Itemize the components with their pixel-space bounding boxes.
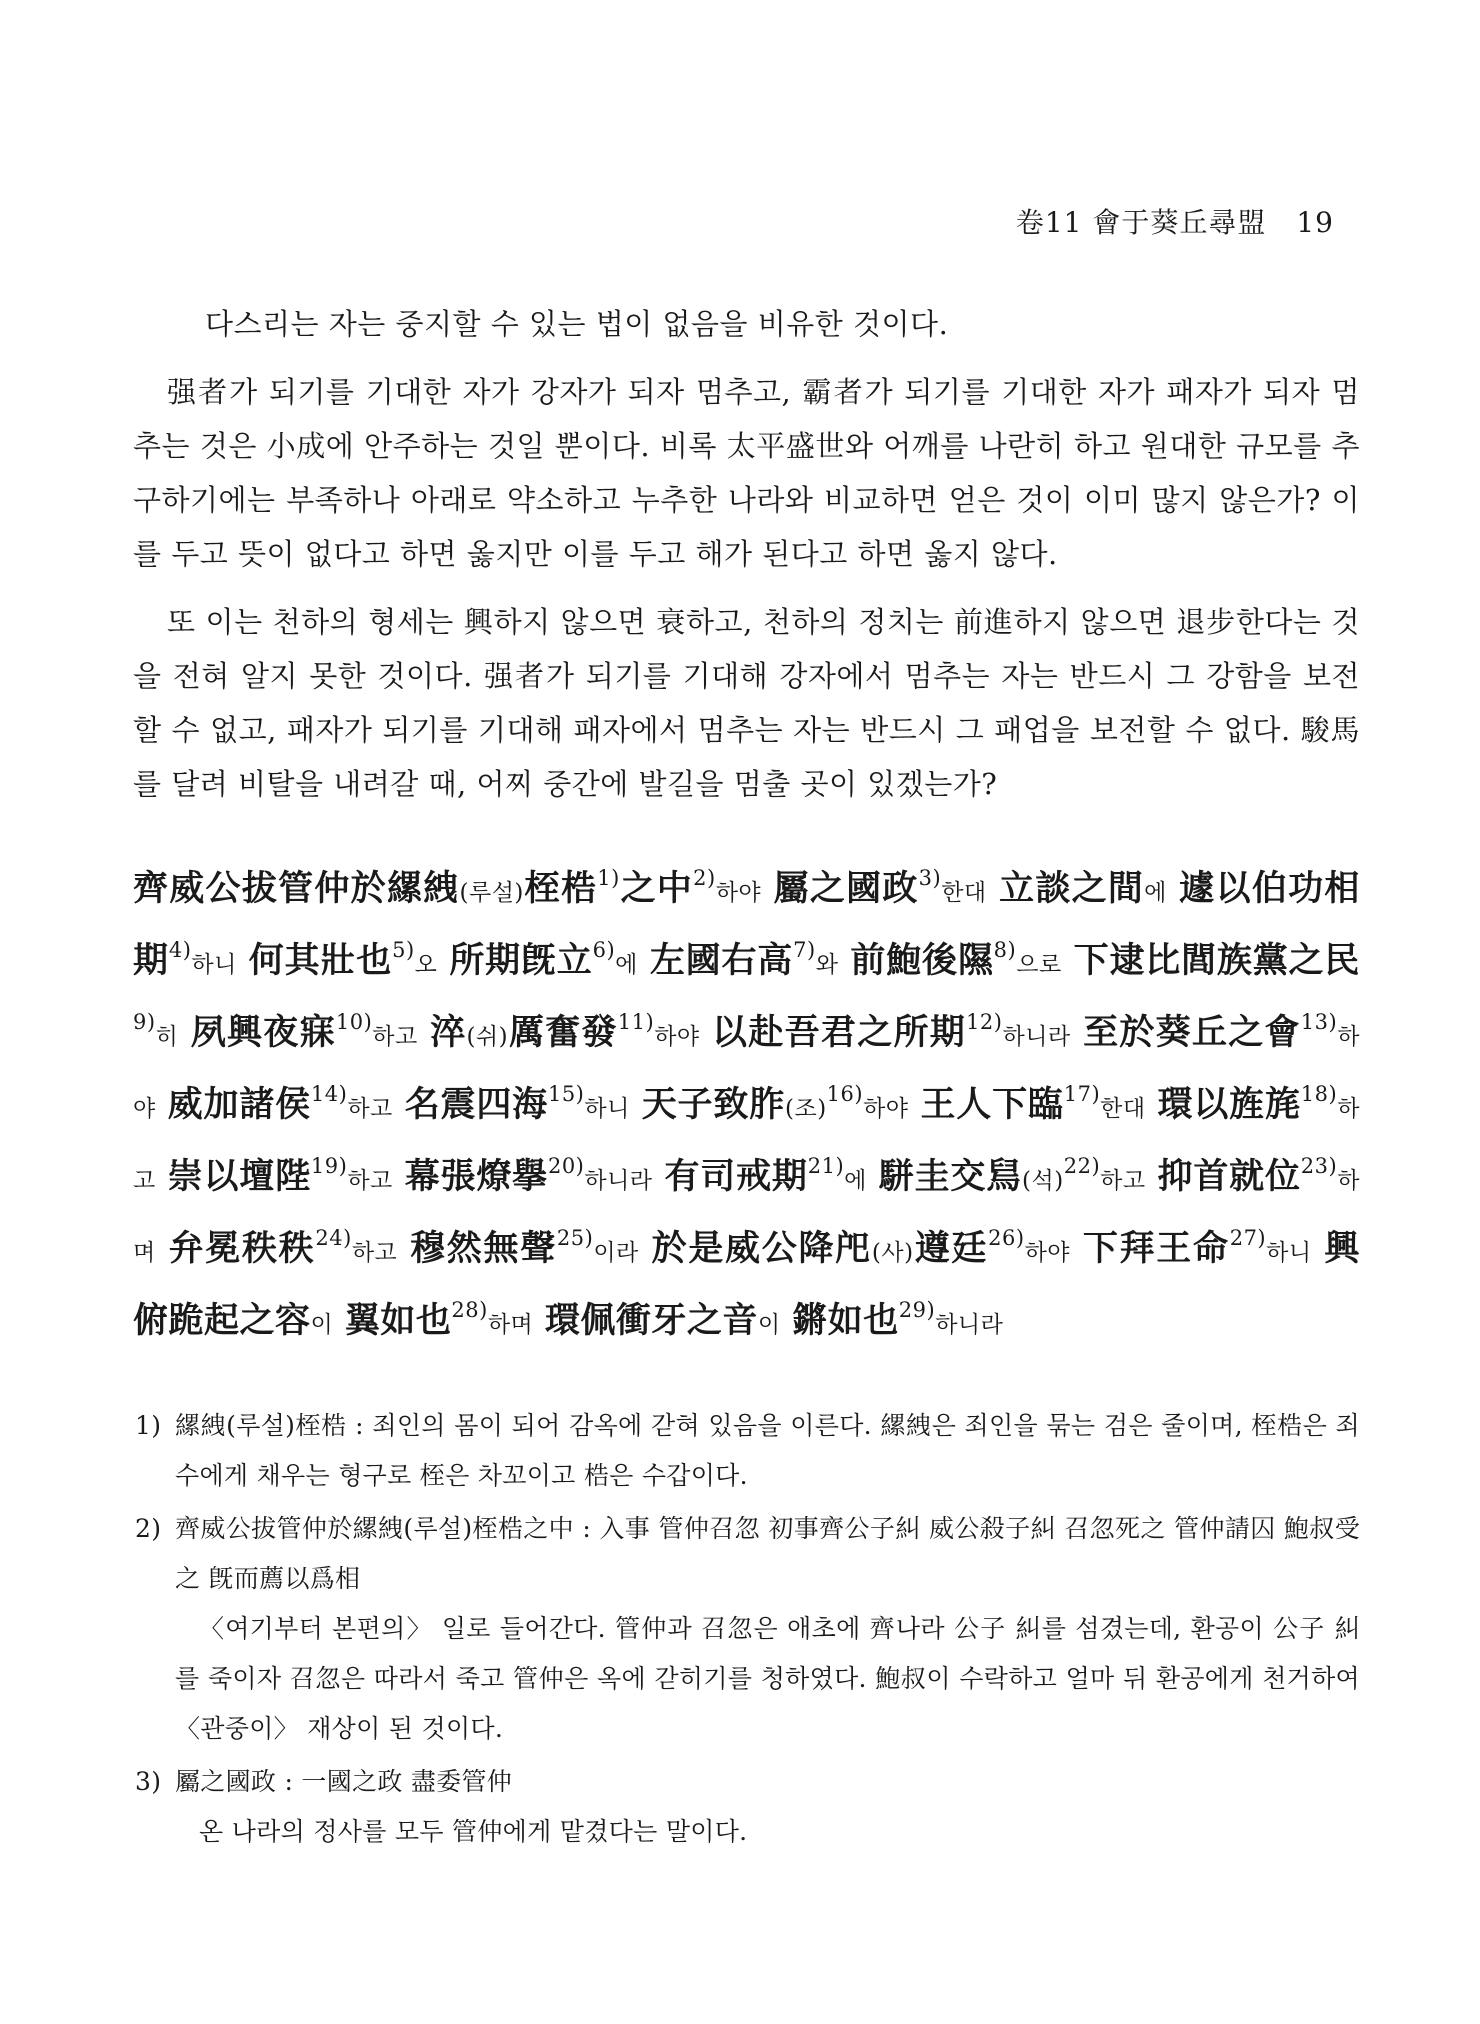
classical-text: 翼如也 (344, 1300, 452, 1341)
classical-text: 左國右高 (649, 940, 794, 981)
classical-text: 前鮑後隰 (850, 940, 994, 981)
page-number: 19 (1296, 206, 1334, 239)
footnote-ref: 24) (315, 1226, 352, 1250)
classical-text: 遵廷 (913, 1228, 989, 1269)
korean-particle: 하고 (347, 1096, 393, 1122)
classical-text: 淬 (430, 1012, 467, 1053)
footnote-ref: 25) (556, 1226, 594, 1250)
footnote-number: 2) (135, 1514, 162, 1543)
korean-particle: 오 (414, 952, 438, 978)
korean-particle: 한대 (1100, 1096, 1146, 1122)
korean-particle: 하며 (133, 1168, 1360, 1266)
classical-text: 下拜王命 (1082, 1228, 1230, 1269)
pronunciation-gloss: (조) (785, 1096, 827, 1122)
footnote-explanation: 〈여기부터 본편의〉 일로 들어간다. 管仲과 召忽은 애초에 齊나라 公子 糾를 섬겼는데, 환공이 公子 糾를 죽이자 召忽은 따라서 죽고 管仲은 옥에 갇히기를 청하였다. 鮑叔이 수락하고 얼마 뒤 환공에게 천거하여 〈관중이〉 재상이 된 것이다. (175, 1614, 1360, 1743)
korean-particle: 하야 (654, 1024, 700, 1050)
footnote-number: 3) (135, 1767, 162, 1796)
classical-text: 穆然無聲 (410, 1228, 557, 1269)
classical-text: 至於葵丘之會 (1083, 1012, 1301, 1053)
footnote (133, 1504, 1360, 1754)
korean-particle: 한대 (941, 880, 987, 906)
classical-text: 名震四海 (404, 1084, 548, 1125)
footnote-ref: 13) (1300, 1010, 1338, 1034)
korean-particle: 하야 (863, 1096, 909, 1122)
footnote-ref: 6) (592, 938, 616, 962)
korean-particle: 이라 (593, 1240, 639, 1266)
footnote-ref: 5) (392, 938, 415, 962)
classical-text: 環以旌旄 (1157, 1084, 1301, 1125)
korean-particle: 하야 (1024, 1240, 1071, 1266)
footnote-ref: 28) (451, 1298, 488, 1322)
classical-text: 之中 (619, 868, 694, 909)
footnote-ref: 1) (597, 866, 620, 890)
footnote-ref: 12) (966, 1010, 1003, 1034)
classical-text: 環佩衝牙之音 (544, 1300, 758, 1341)
footnote-ref: 26) (988, 1226, 1025, 1250)
footnote-text: 齊威公拔管仲於縲絏(루설)桎梏之中 : 入事 管仲召忽 初事齊公子糾 威公殺子糾 召忽死之 管仲請囚 鮑叔受之 旣而薦以爲相 (175, 1514, 1360, 1593)
running-head (133, 205, 1360, 241)
classical-text: 崇以壇陛 (167, 1156, 311, 1197)
classical-text: 天子致胙 (641, 1084, 785, 1125)
footnote-ref: 14) (310, 1082, 348, 1106)
classical-text: 幕張燎擧 (404, 1156, 548, 1197)
translation-section (133, 297, 1360, 811)
classical-text: 於是威公降戺 (651, 1228, 872, 1269)
classical-text: 以赴吾君之所期 (712, 1012, 967, 1053)
footnote (133, 1401, 1360, 1501)
footnote-ref: 20) (547, 1154, 585, 1178)
footnote-ref: 17) (1063, 1082, 1101, 1106)
korean-particle: 으로 (1016, 952, 1062, 978)
paragraph: 다스리는 자는 중지할 수 있는 법이 없음을 비유한 것이다. (205, 307, 949, 341)
footnote-text: 縲絏(루설)桎梏 : 죄인의 몸이 되어 감옥에 갇혀 있음을 이른다. 縲絏은 죄인을 묶는 검은 줄이며, 桎梏은 죄수에게 채우는 형구로 桎은 차꼬이고 梏은 수갑이다. (175, 1411, 1360, 1490)
footnote-ref: 11) (617, 1010, 655, 1034)
chapter-title: 卷11 會于葵丘尋盟 (1015, 206, 1267, 239)
footnote (133, 1757, 1360, 1857)
footnote-ref: 29) (898, 1298, 936, 1322)
pronunciation-gloss: (루설) (459, 880, 524, 906)
korean-particle: 하고 (347, 1168, 393, 1194)
korean-particle: 하니라 (1002, 1024, 1071, 1050)
paragraph: 또 이는 천하의 형세는 興하지 않으면 衰하고, 천하의 정치는 前進하지 않으면 退步한다는 것을 전혀 알지 못한 것이다. 强者가 되기를 기대해 강자에서 멈추는 자는 반드시 그 강함을 보전할 수 없고, 패자가 되기를 기대해 패자에서 멈추는 자는 반드시 그 패업을 보전할 수 없다. 駿馬를 달려 비탈을 내려갈 때, 어찌 중간에 발길을 멈출 곳이 있겠는가? (133, 605, 1360, 801)
classical-text: 鏘如也 (792, 1300, 899, 1341)
classical-text: 弁冕秩秩 (168, 1228, 316, 1269)
footnote-ref: 16) (826, 1082, 864, 1106)
pronunciation-gloss: (쉬) (466, 1024, 509, 1050)
footnote-text: 屬之國政 : 一國之政 盡委管仲 (175, 1767, 513, 1796)
korean-particle: 하니 (1266, 1240, 1312, 1266)
classical-text: 下逮比閭族黨之民 (1073, 940, 1360, 981)
footnotes-section (133, 1401, 1360, 1857)
korean-particle: 이 (310, 1312, 334, 1338)
korean-particle: 하야 (715, 880, 762, 906)
korean-particle: 이 (757, 1312, 781, 1338)
korean-particle: 하니라 (584, 1168, 653, 1194)
footnote-ref: 2) (693, 866, 716, 890)
footnote-ref: 8) (993, 938, 1017, 962)
classical-text: 遽以伯功相期 (133, 868, 1360, 981)
korean-particle: 하니 (191, 952, 237, 978)
korean-particle: 하며 (487, 1312, 534, 1338)
footnote-ref: 19) (310, 1154, 348, 1178)
korean-particle: 히 (155, 1024, 179, 1050)
footnote-ref: 27) (1229, 1226, 1267, 1250)
classical-text: 屬之國政 (773, 868, 919, 909)
korean-particle: 하고 (372, 1024, 418, 1050)
footnote-ref: 23) (1300, 1154, 1338, 1178)
classical-text: 齊威公拔管仲於縲絏 (133, 868, 460, 909)
pronunciation-gloss: (석) (1022, 1168, 1064, 1194)
korean-particle: 하니 (584, 1096, 630, 1122)
korean-particle: 에 (615, 952, 638, 978)
classical-text: 夙興夜寐 (190, 1012, 336, 1053)
classical-text: 抑首就位 (1157, 1156, 1301, 1197)
footnote-ref: 10) (335, 1010, 373, 1034)
korean-particle: 에 (1144, 880, 1167, 906)
footnote-ref: 7) (793, 938, 816, 962)
footnote-ref: 3) (918, 866, 942, 890)
korean-particle: 하고 (133, 1096, 1360, 1194)
korean-particle: 에 (844, 1168, 867, 1194)
classical-text: 立談之間 (999, 868, 1145, 909)
classical-text: 所期旣立 (449, 940, 593, 981)
footnote-number: 1) (135, 1411, 162, 1440)
footnote-ref: 18) (1300, 1082, 1338, 1106)
paragraph: 强者가 되기를 기대한 자가 강자가 되자 멈추고, 霸者가 되기를 기대한 자가 패자가 되자 멈추는 것은 小成에 안주하는 것일 뿐이다. 비록 太平盛世와 어깨를 나란히 하고 원대한 규모를 추구하기에는 부족하나 아래로 약소하고 누추한 나라와 비교하면 얻은 것이 이미 많지 않은가? 이를 두고 뜻이 없다고 하면 옳지만 이를 두고 해가 된다고 하면 옳지 않다. (133, 375, 1360, 571)
classical-text: 駢圭交舃 (878, 1156, 1023, 1197)
footnote-ref: 15) (547, 1082, 585, 1106)
korean-particle: 하고 (351, 1240, 398, 1266)
classical-text: 厲奮發 (508, 1012, 618, 1053)
footnote-ref: 21) (807, 1154, 845, 1178)
classical-text: 興俯跪起之容 (133, 1228, 1360, 1341)
korean-particle: 하니라 (935, 1312, 1004, 1338)
footnote-ref: 9) (133, 1010, 156, 1034)
classical-text: 威加諸侯 (167, 1084, 311, 1125)
pronunciation-gloss: (사) (871, 1240, 914, 1266)
korean-particle: 하야 (133, 1024, 1360, 1122)
footnote-explanation: 온 나라의 정사를 모두 管仲에게 맡겼다는 말이다. (199, 1817, 748, 1846)
classical-text: 何其壯也 (248, 940, 393, 981)
classical-text: 桎梏 (523, 868, 598, 909)
footnote-ref: 4) (168, 938, 192, 962)
classical-text: 有司戒期 (664, 1156, 808, 1197)
korean-particle: 와 (815, 952, 839, 978)
korean-particle: 하고 (1100, 1168, 1146, 1194)
classical-passage (133, 855, 1360, 1359)
footnote-ref: 22) (1063, 1154, 1101, 1178)
classical-text: 王人下臨 (920, 1084, 1064, 1125)
